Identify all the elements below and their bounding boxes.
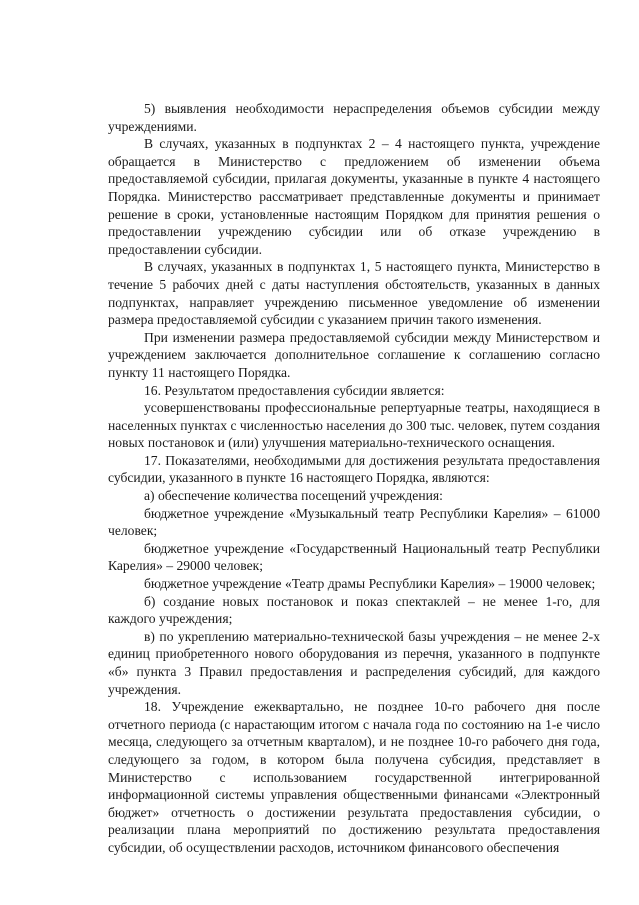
paragraph-indicator-a: а) обеспечение количества посещений учреждения: bbox=[144, 488, 443, 504]
paragraph-section-18: 18. Учреждение ежеквартально, не позднее 10-го рабочего дня после отчетного периода (с нарастающим итогом с начала года по состоянию на 1-е число месяца, следующего за отчетным кварталом), и не позднее 10-го рабочего дня года, следующего за годом, в котором была получена субсидия, представляет в Министерство с использованием государственной интегрированной информационной системы управления общественными финансами «Электронный бюджет» отчетность о достижении результата предоставления субсидии, о реализации плана мероприятий по достижению результата предоставления субсидии, об осуществлении расходов, источником финансового обеспечения bbox=[108, 699, 600, 855]
paragraph-additional-agreement: При изменении размера предоставляемой субсидии между Министерством и учреждением заключается дополнительное соглашение к соглашению согласно пункту 11 настоящего Порядка. bbox=[108, 329, 600, 380]
paragraph-indicator-c: в) по укреплению материально-технической базы учреждения – не менее 2-х единиц приобретенного нового оборудования из перечня, указанного в подпункте «б» пункта 3 Правил предоставления и распределения субсидий, для каждого учреждения. bbox=[108, 628, 600, 697]
paragraph-result: усовершенствованы профессиональные репертуарные театры, находящиеся в населенных пунктах с численностью населения до 300 тыс. человек, путем создания новых постановок и (или) улучшения материально-технического оснащения. bbox=[108, 400, 600, 451]
paragraph-cases-2-4: В случаях, указанных в подпунктах 2 – 4 настоящего пункта, учреждение обращается в Министерство с предложением об изменении объема предоставляемой субсидии, прилагая документы, указанные в пункте 4 настоящего Порядка. Министерство рассматривает представленные документы и принимает решение в сроки, установленные настоящим Порядком для принятия решения о предоставлении учреждению субсидии или об отказе учреждению в предоставлении субсидии. bbox=[108, 136, 600, 257]
paragraph-drama-theatre: бюджетное учреждение «Театр драмы Республики Карелия» – 19000 человек; bbox=[144, 576, 596, 592]
paragraph-indicator-b: б) создание новых постановок и показ спектаклей – не менее 1-го, для каждого учреждения; bbox=[108, 593, 600, 627]
paragraph-cases-1-5: В случаях, указанных в подпунктах 1, 5 настоящего пункта, Министерство в течение 5 рабочих дней с даты наступления обстоятельств, указанных в данных подпунктах, направляет учреждению письменное уведомление об изменении размера предоставляемой субсидии с указанием причин такого изменения. bbox=[108, 259, 600, 328]
paragraph-item-5: 5) выявления необходимости нераспределения объемов субсидии между учреждениями. bbox=[108, 101, 600, 134]
document-body bbox=[108, 100, 600, 857]
paragraph-music-theatre: бюджетное учреждение «Музыкальный театр Республики Карелия» – 61000 человек; bbox=[108, 505, 600, 539]
paragraph-national-theatre: бюджетное учреждение «Государственный Национальный театр Республики Карелия» – 29000 человек; bbox=[108, 540, 600, 574]
paragraph-section-17: 17. Показателями, необходимыми для достижения результата предоставления субсидии, указанного в пункте 16 настоящего Порядка, являются: bbox=[108, 452, 600, 486]
paragraph-section-16: 16. Результатом предоставления субсидии является: bbox=[144, 382, 445, 398]
